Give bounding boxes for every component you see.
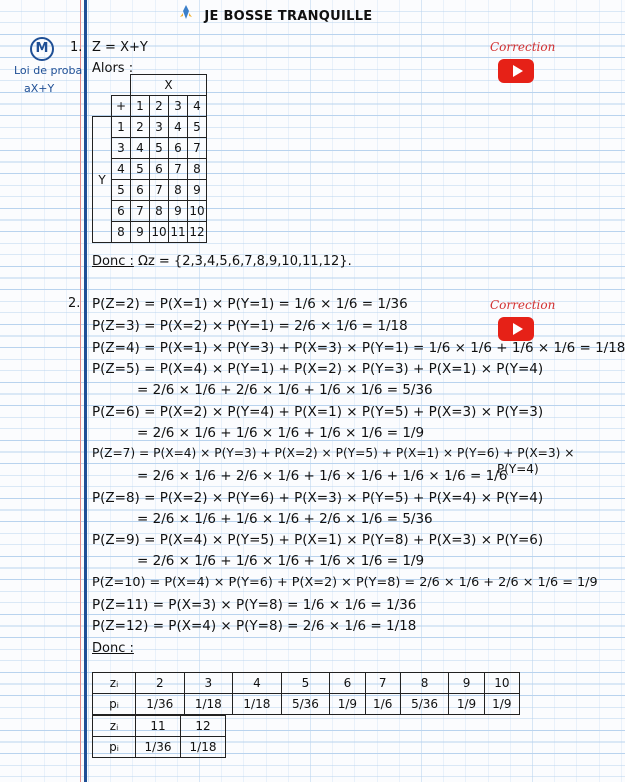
sum-cell: 7	[150, 180, 169, 201]
prob-line: P(Z=3) = P(X=2) × P(Y=1) = 2/6 × 1/6 = 1/18	[92, 318, 408, 334]
p-cell: 1/18	[233, 694, 282, 715]
margin-blue-line	[84, 0, 87, 782]
p-header: pᵢ	[93, 694, 136, 715]
z-cell: 6	[330, 673, 365, 694]
y-value: 6	[112, 201, 131, 222]
p-cell: 1/9	[330, 694, 365, 715]
prob-line: P(Z=12) = P(X=4) × P(Y=8) = 2/6 × 1/6 = 1/18	[92, 618, 417, 634]
prob-line: P(Z=8) = P(X=2) × P(Y=6) + P(X=3) × P(Y=5) + P(X=4) × P(Y=4)	[92, 490, 544, 506]
correction-label-2[interactable]: Correction	[490, 298, 556, 312]
sum-cell: 7	[169, 159, 188, 180]
z-cell: 7	[365, 673, 400, 694]
p-cell: 1/18	[181, 737, 226, 758]
donc-label: Donc :	[92, 254, 134, 269]
p-cell: 1/9	[484, 694, 519, 715]
part1-number: 1.	[70, 40, 83, 55]
prob-line: P(Z=5) = P(X=4) × P(Y=1) + P(X=2) × P(Y=3) + P(X=1) × P(Y=4)	[92, 361, 544, 377]
sum-cell: 8	[150, 201, 169, 222]
sum-cell: 3	[150, 117, 169, 138]
margin-red-line	[80, 0, 81, 782]
prob-line: = 2/6 × 1/6 + 1/6 × 1/6 + 1/6 × 1/6 = 1/9	[137, 553, 425, 569]
sum-table	[92, 74, 207, 243]
z-cell: 3	[184, 673, 233, 694]
prob-line: = 2/6 × 1/6 + 2/6 × 1/6 + 1/6 × 1/6 = 5/36	[137, 382, 433, 398]
z-cell: 4	[233, 673, 282, 694]
sum-cell: 2	[131, 117, 150, 138]
sum-cell: 4	[169, 117, 188, 138]
rocket-icon	[178, 4, 194, 24]
part1-line2: Alors :	[92, 61, 134, 76]
sum-cell: 5	[150, 138, 169, 159]
part1-line1: Z = X+Y	[92, 40, 148, 55]
sum-cell: 5	[131, 159, 150, 180]
sum-cell: 6	[131, 180, 150, 201]
youtube-play-icon[interactable]	[498, 59, 534, 83]
x-header: X	[131, 75, 207, 96]
sum-cell: 8	[169, 180, 188, 201]
z-cell: 2	[136, 673, 185, 694]
z-cell: 9	[449, 673, 484, 694]
side-note-line: aX+Y	[24, 82, 55, 95]
y-value: 3	[112, 138, 131, 159]
sum-cell: 9	[188, 180, 207, 201]
prob-overflow-term: P(Y=4)	[497, 462, 539, 476]
sum-cell: 7	[131, 201, 150, 222]
page-header	[0, 4, 550, 24]
omega-set: Ωz = {2,3,4,5,6,7,8,9,10,11,12}.	[138, 254, 352, 269]
correction-label-1[interactable]: Correction	[490, 40, 556, 54]
prob-line: = 2/6 × 1/6 + 2/6 × 1/6 + 1/6 × 1/6 + 1/6 × 1/6 = 1/6	[137, 468, 508, 484]
sum-cell: 6	[150, 159, 169, 180]
prob-line: P(Z=7) = P(X=4) × P(Y=3) + P(X=2) × P(Y=5) + P(X=1) × P(Y=6) + P(X=3) ×	[92, 446, 575, 460]
z-cell: 5	[281, 673, 330, 694]
sum-cell: 7	[188, 138, 207, 159]
sum-cell: 11	[169, 222, 188, 243]
prob-line: P(Z=6) = P(X=2) × P(Y=4) + P(X=1) × P(Y=5) + P(X=3) × P(Y=3)	[92, 404, 544, 420]
z-cell: 8	[400, 673, 449, 694]
z-header: zᵢ	[93, 673, 136, 694]
side-note-line: Loi de proba	[14, 64, 83, 77]
part1-conclusion	[92, 254, 352, 269]
p-header: pᵢ	[93, 737, 136, 758]
part2-number: 2.	[68, 296, 81, 311]
x-value: 1	[131, 96, 150, 117]
prob-line: = 2/6 × 1/6 + 1/6 × 1/6 + 1/6 × 1/6 = 1/9	[137, 425, 425, 441]
donc-label: Donc :	[92, 641, 134, 656]
z-cell: 11	[136, 716, 181, 737]
corner-cell: +	[112, 96, 131, 117]
prob-line: P(Z=9) = P(X=4) × P(Y=5) + P(X=1) × P(Y=8) + P(X=3) × P(Y=6)	[92, 532, 544, 548]
p-cell: 5/36	[281, 694, 330, 715]
y-header: Y	[93, 117, 112, 243]
sum-cell: 12	[188, 222, 207, 243]
z-cell: 12	[181, 716, 226, 737]
prob-line: = 2/6 × 1/6 + 1/6 × 1/6 + 2/6 × 1/6 = 5/36	[137, 511, 433, 527]
sum-cell: 4	[131, 138, 150, 159]
prob-line: P(Z=4) = P(X=1) × P(Y=3) + P(X=3) × P(Y=1) = 1/6 × 1/6 + 1/6 × 1/6 = 1/18	[92, 340, 625, 356]
p-cell: 1/9	[449, 694, 484, 715]
x-value: 2	[150, 96, 169, 117]
page-title: JE BOSSE TRANQUILLE	[204, 9, 373, 24]
y-value: 1	[112, 117, 131, 138]
prob-line: P(Z=2) = P(X=1) × P(Y=1) = 1/6 × 1/6 = 1/36	[92, 296, 408, 312]
z-cell: 10	[484, 673, 519, 694]
sum-cell: 9	[131, 222, 150, 243]
y-value: 4	[112, 159, 131, 180]
p-cell: 5/36	[400, 694, 449, 715]
sum-cell: 6	[169, 138, 188, 159]
exercise-badge: M	[30, 37, 54, 61]
x-value: 3	[169, 96, 188, 117]
side-note	[14, 62, 84, 98]
sum-cell: 9	[169, 201, 188, 222]
p-cell: 1/36	[136, 737, 181, 758]
prob-line: P(Z=11) = P(X=3) × P(Y=8) = 1/6 × 1/6 = 1/36	[92, 597, 417, 613]
p-cell: 1/18	[184, 694, 233, 715]
x-value: 4	[188, 96, 207, 117]
prob-line: P(Z=10) = P(X=4) × P(Y=6) + P(X=2) × P(Y=8) = 2/6 × 1/6 + 2/6 × 1/6 = 1/9	[92, 575, 598, 590]
z-header: zᵢ	[93, 716, 136, 737]
youtube-play-icon[interactable]	[498, 317, 534, 341]
y-value: 5	[112, 180, 131, 201]
p-cell: 1/36	[136, 694, 185, 715]
sum-cell: 8	[188, 159, 207, 180]
sum-cell: 10	[150, 222, 169, 243]
p-cell: 1/6	[365, 694, 400, 715]
probability-table	[92, 672, 520, 758]
sum-cell: 10	[188, 201, 207, 222]
sum-cell: 5	[188, 117, 207, 138]
y-value: 8	[112, 222, 131, 243]
